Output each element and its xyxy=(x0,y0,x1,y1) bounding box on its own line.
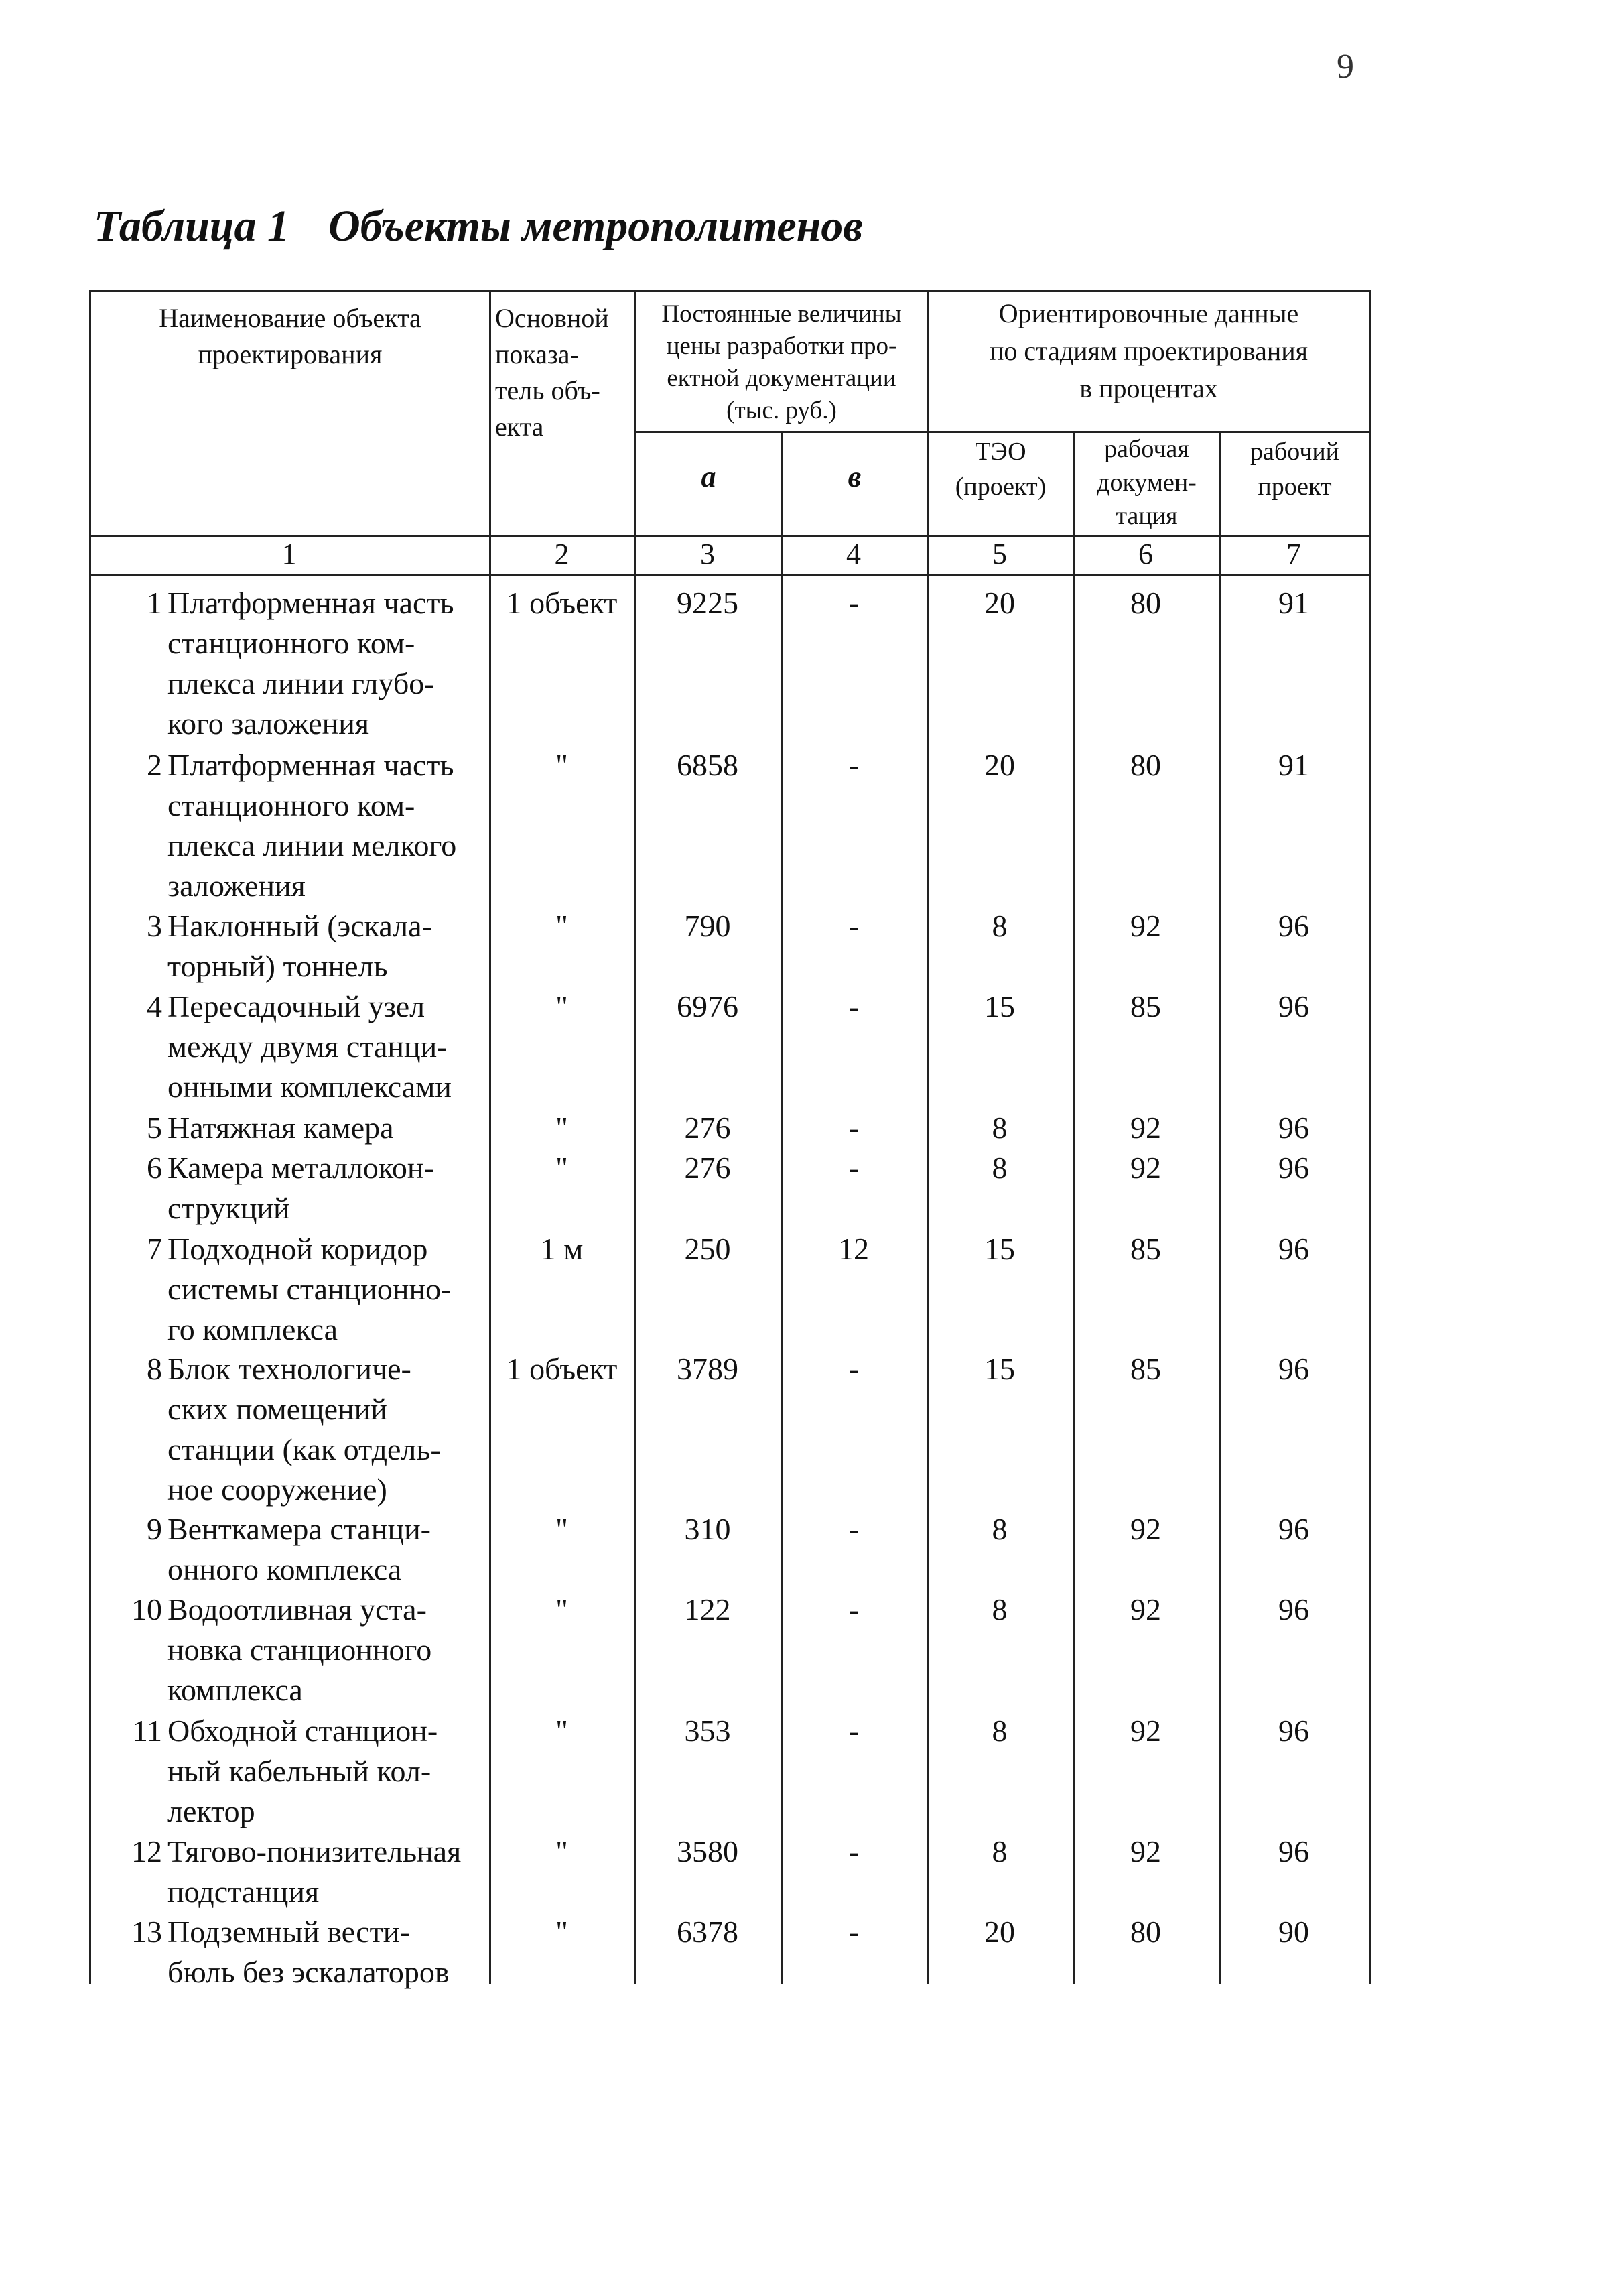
header-line: Основной xyxy=(495,303,609,333)
value-a: 250 xyxy=(684,1232,731,1266)
pct-working-docs: 85 xyxy=(1130,1352,1161,1386)
object-name-line: плекса линии мелкого xyxy=(167,828,457,863)
pct-working-docs: 92 xyxy=(1130,1834,1161,1868)
value-a: 353 xyxy=(684,1714,731,1748)
value-b: - xyxy=(848,1834,859,1868)
main-indicator: 1 объект xyxy=(506,586,618,620)
pct-teo: 20 xyxy=(984,586,1015,620)
object-name-line: станции (как отдель- xyxy=(167,1432,441,1466)
object-name-line xyxy=(121,1832,482,1872)
object-name-line: ских помещений xyxy=(167,1392,387,1426)
value-a: 122 xyxy=(684,1592,731,1627)
column-number: 1 xyxy=(281,537,297,570)
object-name xyxy=(121,1349,482,1510)
value-b: - xyxy=(848,909,859,943)
row-number: 13 xyxy=(131,1915,162,1949)
object-name-line xyxy=(121,1711,482,1751)
object-name-text: Натяжная камера xyxy=(167,1110,394,1145)
table-hline xyxy=(89,574,1371,576)
pct-teo: 20 xyxy=(984,748,1015,782)
value-b: 12 xyxy=(838,1232,869,1266)
header-line: рабочая xyxy=(1104,435,1189,463)
header-line: (проект) xyxy=(955,472,1047,501)
table-hline xyxy=(634,431,1369,433)
object-name-text: Блок технологиче- xyxy=(167,1352,411,1386)
object-name-text: Водоотливная уста- xyxy=(167,1592,427,1627)
object-name-line xyxy=(121,1229,482,1269)
object-name-line xyxy=(121,1912,482,1952)
pct-working-project: 96 xyxy=(1278,1834,1309,1868)
row-number: 6 xyxy=(147,1151,162,1185)
object-name xyxy=(121,745,482,906)
header-main-indicator xyxy=(491,300,634,445)
header-line: Ориентировочные данные xyxy=(998,298,1299,328)
object-name xyxy=(121,1108,482,1148)
header-line: цены разработки про- xyxy=(666,332,897,360)
object-name xyxy=(121,1832,482,1912)
pct-working-project: 91 xyxy=(1278,586,1309,620)
pct-working-project: 96 xyxy=(1278,1352,1309,1386)
main-indicator: " xyxy=(555,1592,568,1627)
header-line: тация xyxy=(1116,502,1178,530)
object-name-line: заложения xyxy=(167,869,306,903)
object-name-text: Пересадочный узел xyxy=(167,989,425,1023)
column-number: 3 xyxy=(700,537,715,570)
header-line: показа- xyxy=(495,339,579,369)
object-name-line xyxy=(121,906,482,946)
table-label: Таблица 1 xyxy=(94,202,290,251)
header-stage-data xyxy=(929,295,1369,407)
pct-teo: 8 xyxy=(992,1592,1008,1627)
object-name-line xyxy=(121,1148,482,1188)
object-name-text: Венткамера станци- xyxy=(167,1512,431,1546)
pct-working-docs: 80 xyxy=(1130,586,1161,620)
row-number: 5 xyxy=(147,1110,162,1145)
object-name-line: торный) тоннель xyxy=(167,949,388,983)
main-indicator: " xyxy=(555,1151,568,1185)
object-name-line: лектор xyxy=(167,1794,255,1828)
pct-working-docs: 92 xyxy=(1130,1714,1161,1748)
value-a: 9225 xyxy=(677,586,738,620)
object-name xyxy=(121,986,482,1107)
pct-working-docs: 80 xyxy=(1130,748,1161,782)
pct-teo: 15 xyxy=(984,989,1015,1023)
pct-working-docs: 85 xyxy=(1130,1232,1161,1266)
object-name-line: подстанция xyxy=(167,1874,320,1909)
object-name-text: Подземный вести- xyxy=(167,1915,410,1949)
object-name-line xyxy=(121,583,482,623)
value-a: 6976 xyxy=(677,989,738,1023)
object-name xyxy=(121,1912,482,1992)
row-number: 9 xyxy=(147,1512,162,1546)
pct-working-docs: 92 xyxy=(1130,1592,1161,1627)
main-indicator: " xyxy=(555,1110,568,1145)
pct-teo: 15 xyxy=(984,1232,1015,1266)
object-name xyxy=(121,1148,482,1228)
header-sub-working-docs xyxy=(1075,432,1219,533)
main-indicator: " xyxy=(555,1915,568,1949)
header-line: тель объ- xyxy=(495,375,600,405)
object-name-line: бюль без эскалаторов xyxy=(167,1955,450,1989)
row-number: 2 xyxy=(147,748,162,782)
main-indicator: " xyxy=(555,909,568,943)
header-sub-b: в xyxy=(848,460,862,493)
object-name-line: ное сооружение) xyxy=(167,1472,387,1507)
row-number: 4 xyxy=(147,989,162,1023)
object-name-line xyxy=(121,1509,482,1549)
value-a: 310 xyxy=(684,1512,731,1546)
pct-teo: 8 xyxy=(992,909,1008,943)
object-name xyxy=(121,1509,482,1590)
object-name-text: Камера металлокон- xyxy=(167,1151,434,1185)
pct-working-docs: 92 xyxy=(1130,1151,1161,1185)
value-a: 3789 xyxy=(677,1352,738,1386)
table-caption: Объекты метрополитенов xyxy=(328,202,863,251)
object-name-line xyxy=(121,1590,482,1630)
value-b: - xyxy=(848,1110,859,1145)
column-number: 7 xyxy=(1286,537,1301,570)
value-b: - xyxy=(848,1512,859,1546)
header-line: ТЭО xyxy=(975,438,1026,466)
main-indicator: " xyxy=(555,989,568,1023)
object-name-text: Платформенная часть xyxy=(167,748,454,782)
value-a: 3580 xyxy=(677,1834,738,1868)
value-b: - xyxy=(848,989,859,1023)
column-number: 5 xyxy=(992,537,1007,570)
main-indicator: " xyxy=(555,1512,568,1546)
header-line: Наименование объекта xyxy=(159,303,421,333)
pct-working-docs: 85 xyxy=(1130,989,1161,1023)
pct-teo: 8 xyxy=(992,1714,1008,1748)
object-name xyxy=(121,1711,482,1832)
value-a: 6858 xyxy=(677,748,738,782)
pct-working-project: 96 xyxy=(1278,1714,1309,1748)
value-b: - xyxy=(848,1592,859,1627)
object-name-line xyxy=(121,986,482,1027)
header-line: в процентах xyxy=(1079,373,1218,403)
pct-teo: 15 xyxy=(984,1352,1015,1386)
object-name xyxy=(121,1590,482,1710)
value-b: - xyxy=(848,748,859,782)
value-b: - xyxy=(848,1352,859,1386)
object-name-line: струкций xyxy=(167,1191,290,1225)
row-number: 10 xyxy=(131,1592,162,1627)
object-name xyxy=(121,583,482,744)
value-a: 790 xyxy=(684,909,731,943)
object-name-line: новка станционного xyxy=(167,1633,432,1667)
header-line: (тыс. руб.) xyxy=(726,397,837,424)
header-sub-teo xyxy=(929,434,1073,504)
column-number: 2 xyxy=(554,537,569,570)
pct-working-project: 96 xyxy=(1278,1151,1309,1185)
object-name-line: онного комплекса xyxy=(167,1552,402,1586)
value-b: - xyxy=(848,1151,859,1185)
header-line: екта xyxy=(495,411,544,442)
row-number: 1 xyxy=(147,586,162,620)
main-indicator: " xyxy=(555,748,568,782)
header-object-name xyxy=(91,300,489,373)
pct-working-project: 96 xyxy=(1278,1110,1309,1145)
pct-working-project: 96 xyxy=(1278,1592,1309,1627)
header-line: проектирования xyxy=(198,339,383,369)
pct-working-docs: 92 xyxy=(1130,1110,1161,1145)
pct-working-docs: 92 xyxy=(1130,1512,1161,1546)
object-name-line: ный кабельный кол- xyxy=(167,1754,431,1788)
object-name-line xyxy=(121,745,482,785)
header-constant-values xyxy=(636,298,927,427)
object-name-line: плекса линии глубо- xyxy=(167,666,435,700)
value-a: 276 xyxy=(684,1151,731,1185)
value-a: 6378 xyxy=(677,1915,738,1949)
row-number: 8 xyxy=(147,1352,162,1386)
value-b: - xyxy=(848,1714,859,1748)
object-name-line: кого заложения xyxy=(167,706,370,741)
pct-teo: 8 xyxy=(992,1512,1008,1546)
column-number: 4 xyxy=(846,537,861,570)
header-sub-working-project xyxy=(1221,434,1369,504)
value-a: 276 xyxy=(684,1110,731,1145)
header-sub-a: а xyxy=(701,460,716,493)
row-number: 11 xyxy=(132,1714,162,1748)
object-name-line: между двумя станци- xyxy=(167,1029,448,1064)
object-name xyxy=(121,906,482,986)
main-indicator: " xyxy=(555,1714,568,1748)
table-title xyxy=(94,201,863,252)
pct-working-project: 96 xyxy=(1278,909,1309,943)
pct-working-project: 96 xyxy=(1278,1512,1309,1546)
object-name xyxy=(121,1229,482,1350)
object-name-line: станционного ком- xyxy=(167,626,415,660)
header-line: по стадиям проектирования xyxy=(989,336,1308,366)
header-line: Постоянные величины xyxy=(661,300,902,328)
value-b: - xyxy=(848,1915,859,1949)
page-number: 9 xyxy=(1337,48,1354,86)
object-name-line: системы станционно- xyxy=(167,1272,452,1306)
object-name-line xyxy=(121,1349,482,1389)
main-indicator: 1 объект xyxy=(506,1352,618,1386)
pct-working-project: 96 xyxy=(1278,1232,1309,1266)
main-indicator: 1 м xyxy=(540,1232,584,1266)
pct-teo: 8 xyxy=(992,1834,1008,1868)
pct-working-docs: 92 xyxy=(1130,909,1161,943)
header-line: рабочий xyxy=(1250,438,1339,466)
pct-working-project: 90 xyxy=(1278,1915,1309,1949)
value-b: - xyxy=(848,586,859,620)
object-name-line: го комплекса xyxy=(167,1312,338,1346)
row-number: 7 xyxy=(147,1232,162,1266)
object-name-text: Подходной коридор xyxy=(167,1232,428,1266)
pct-teo: 20 xyxy=(984,1915,1015,1949)
object-name-line: онными комплексами xyxy=(167,1070,452,1104)
main-indicator: " xyxy=(555,1834,568,1868)
pct-teo: 8 xyxy=(992,1110,1008,1145)
object-name-text: Платформенная часть xyxy=(167,586,454,620)
object-name-text: Тягово-понизительная xyxy=(167,1834,462,1868)
object-name-line: комплекса xyxy=(167,1673,303,1707)
column-number: 6 xyxy=(1138,537,1153,570)
pct-working-docs: 80 xyxy=(1130,1915,1161,1949)
object-name-text: Обходной станцион- xyxy=(167,1714,438,1748)
pct-teo: 8 xyxy=(992,1151,1008,1185)
pct-working-project: 96 xyxy=(1278,989,1309,1023)
row-number: 12 xyxy=(131,1834,162,1868)
header-line: проект xyxy=(1258,472,1332,501)
row-number: 3 xyxy=(147,909,162,943)
object-name-line: станционного ком- xyxy=(167,788,415,822)
pct-working-project: 91 xyxy=(1278,748,1309,782)
object-name-text: Наклонный (эскала- xyxy=(167,909,432,943)
header-line: ектной документации xyxy=(667,365,896,392)
header-line: докумен- xyxy=(1097,468,1197,497)
object-name-line xyxy=(121,1108,482,1148)
